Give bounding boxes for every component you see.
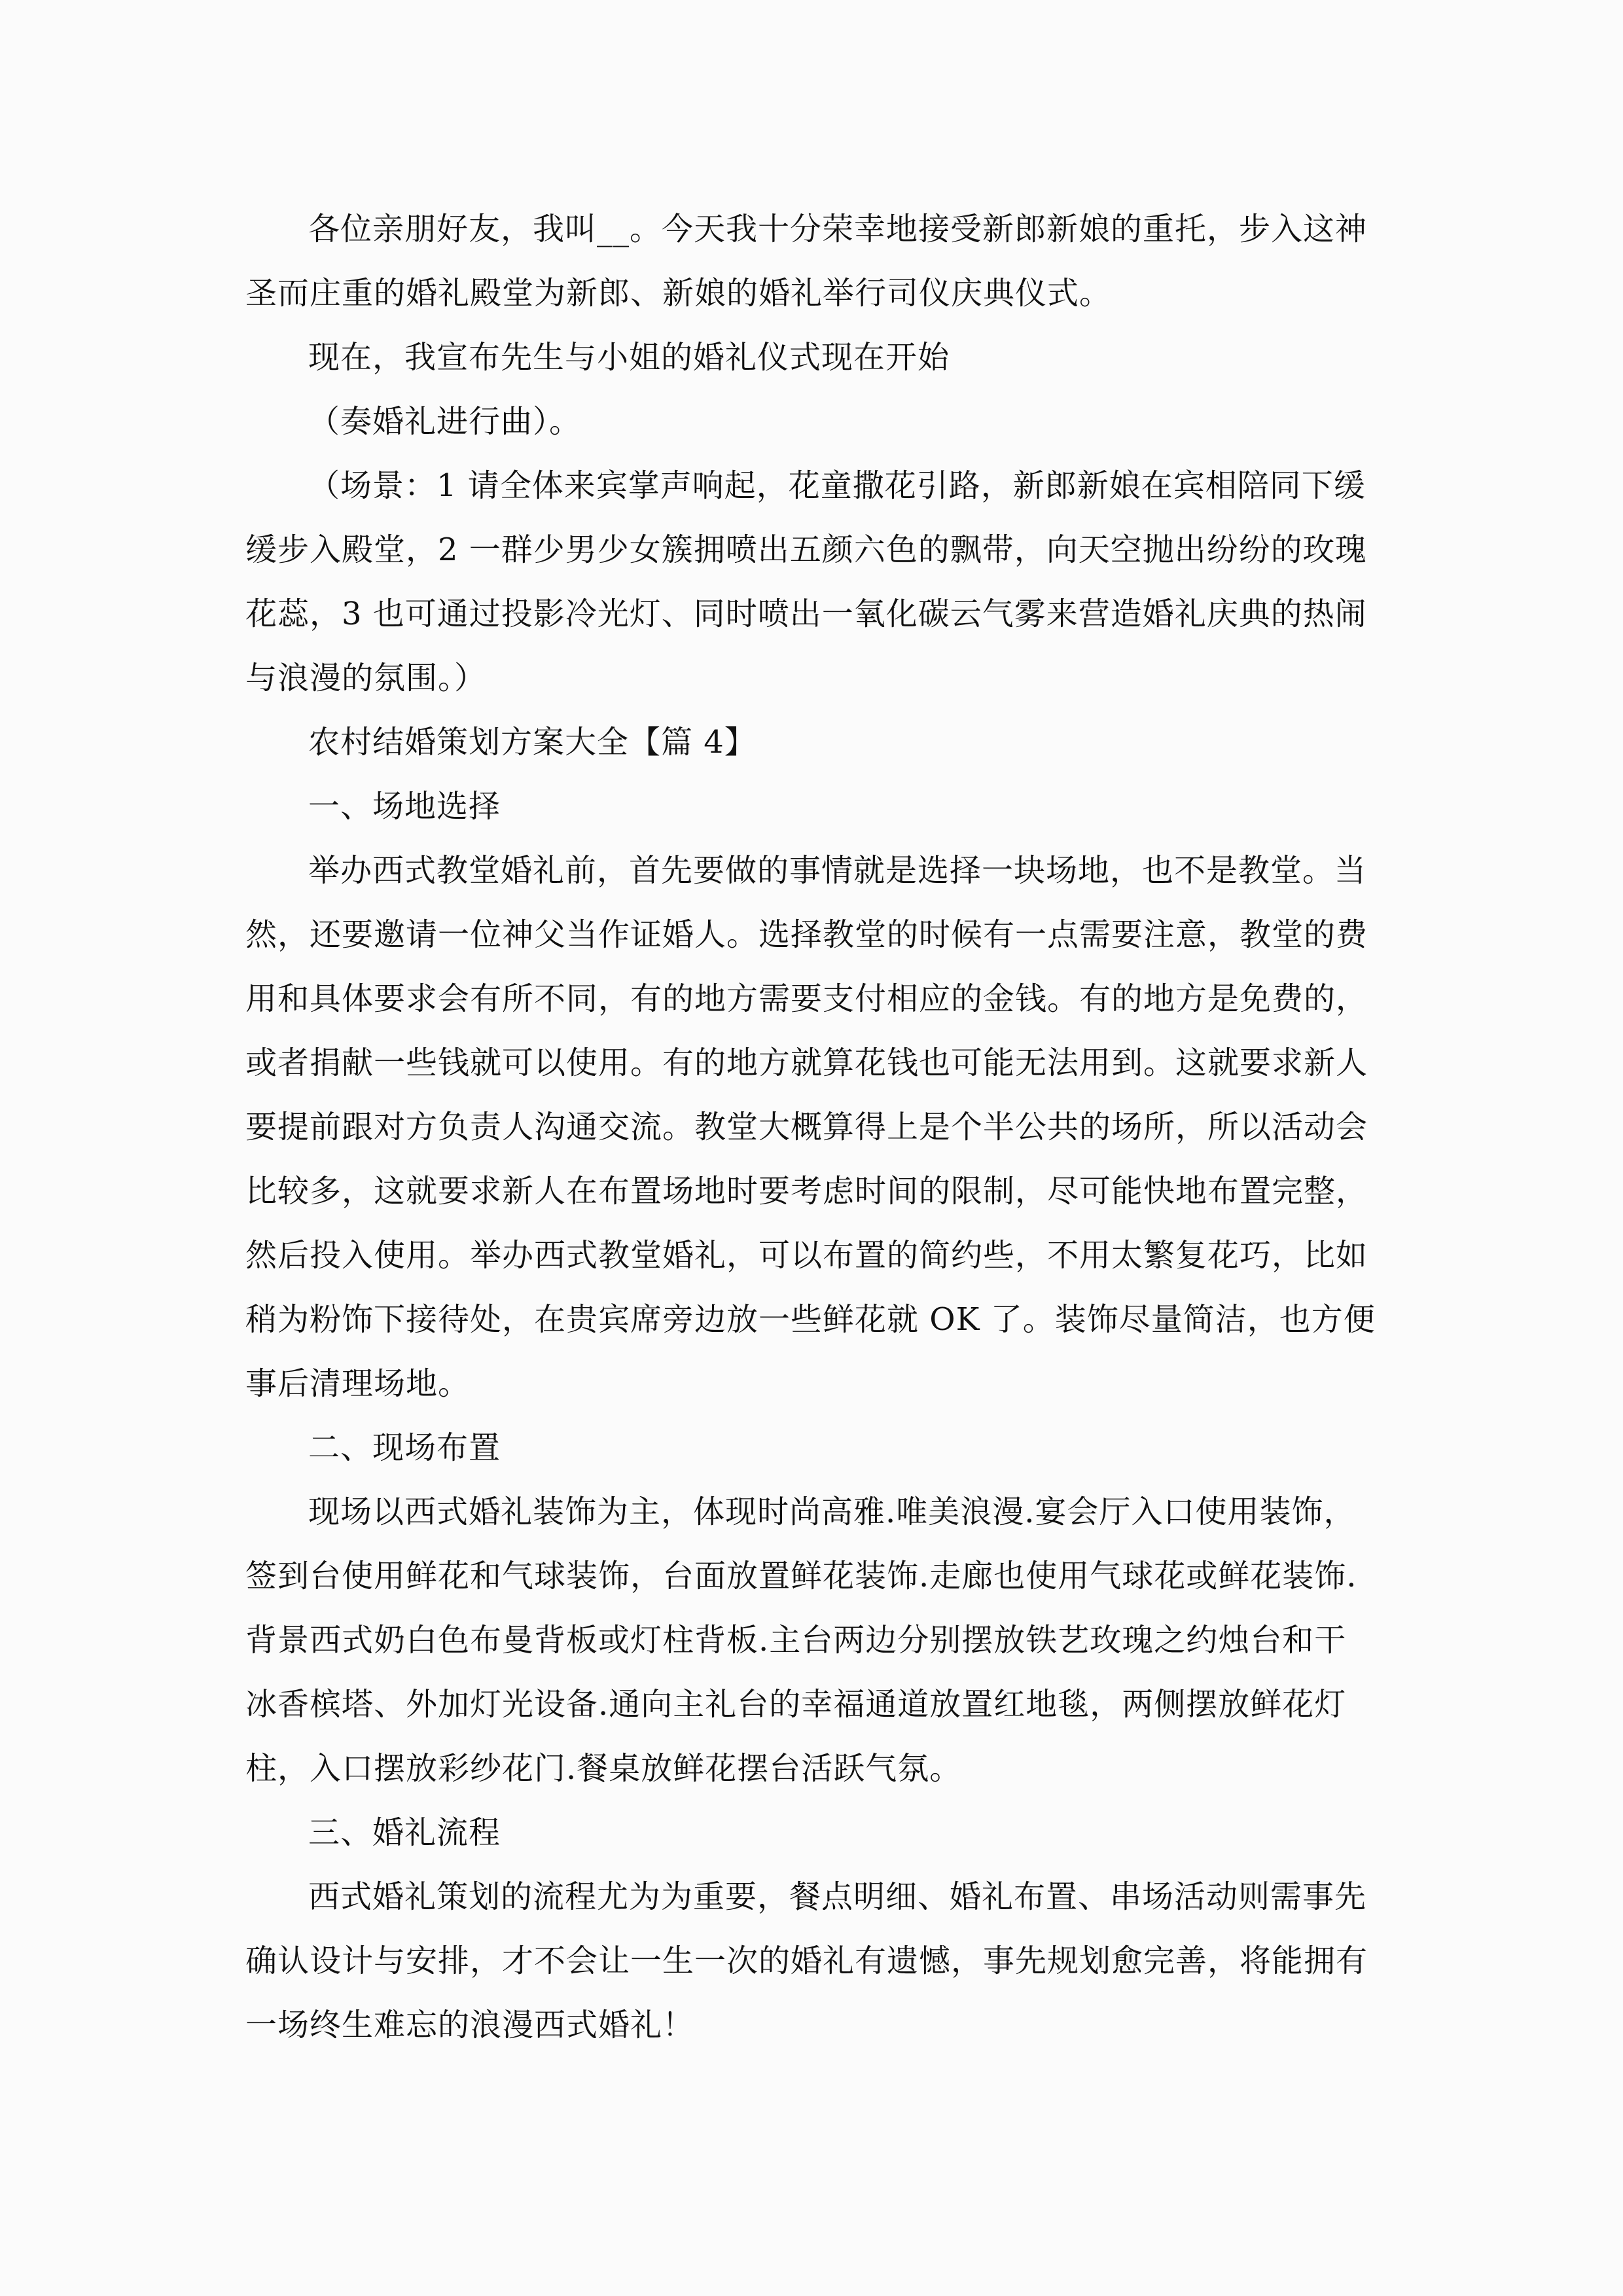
text-line: 或者捐献一些钱就可以使用。有的地方就算花钱也可能无法用到。这就要求新人 xyxy=(245,1045,1368,1081)
text-line: 现在，我宣布先生与小姐的婚礼仪式现在开始 xyxy=(308,339,950,376)
text-line: 与浪漫的氛围。） xyxy=(245,660,487,696)
section-heading xyxy=(245,1416,1382,1480)
paragraph xyxy=(245,1480,1382,1801)
text-line: 各位亲朋好友，我叫__。今天我十分荣幸地接受新郎新娘的重托，步入这神 xyxy=(308,211,1368,247)
paragraph xyxy=(245,838,1382,1416)
paragraph xyxy=(245,389,1382,454)
text-line: （奏婚礼进行曲）。 xyxy=(308,403,582,440)
text-line: 签到台使用鲜花和气球装饰，台面放置鲜花装饰.走廊也使用气球花或鲜花装饰. xyxy=(245,1558,1357,1594)
text-line: 比较多，这就要求新人在布置场地时要考虑时间的限制，尽可能快地布置完整， xyxy=(245,1173,1368,1210)
text-line: 确认设计与安排，才不会让一生一次的婚礼有遗憾，事先规划愈完善，将能拥有 xyxy=(245,1943,1368,1979)
text-line: 二、现场布置 xyxy=(308,1429,501,1466)
text-line: 现场以西式婚礼装饰为主，体现时尚高雅.唯美浪漫.宴会厅入口使用装饰， xyxy=(308,1494,1356,1530)
paragraph xyxy=(245,1865,1382,2057)
section-heading xyxy=(245,774,1382,838)
text-line: 农村结婚策划方案大全【篇 4】 xyxy=(308,724,757,761)
text-line: （场景：1 请全体来宾掌声响起，花童撒花引路，新郎新娘在宾相陪同下缓 xyxy=(308,467,1366,504)
document-body xyxy=(245,197,1382,2057)
text-line: 圣而庄重的婚礼殿堂为新郎、新娘的婚礼举行司仪庆典仪式。 xyxy=(245,275,1112,312)
text-line: 用和具体要求会有所不同，有的地方需要支付相应的金钱。有的地方是免费的， xyxy=(245,980,1368,1017)
section-heading xyxy=(245,1801,1382,1865)
text-line: 要提前跟对方负责人沟通交流。教堂大概算得上是个半公共的场所，所以活动会 xyxy=(245,1109,1368,1145)
text-line: 背景西式奶白色布曼背板或灯柱背板.主台两边分别摆放铁艺玫瑰之约烛台和干 xyxy=(245,1622,1347,1659)
paragraph xyxy=(245,454,1382,710)
text-line: 举办西式教堂婚礼前，首先要做的事情就是选择一块场地，也不是教堂。当 xyxy=(308,852,1367,889)
paragraph xyxy=(245,325,1382,389)
text-line: 稍为粉饰下接待处，在贵宾席旁边放一些鲜花就 OK 了。装饰尽量简洁，也方便 xyxy=(245,1301,1376,1338)
text-line: 一、场地选择 xyxy=(308,788,501,825)
text-line: 花蕊，3 也可通过投影冷光灯、同时喷出一氧化碳云气雾来营造婚礼庆典的热闹 xyxy=(245,596,1367,632)
text-line: 一场终生难忘的浪漫西式婚礼！ xyxy=(245,2007,695,2043)
text-line: 然后投入使用。举办西式教堂婚礼，可以布置的简约些，不用太繁复花巧，比如 xyxy=(245,1237,1368,1274)
paragraph xyxy=(245,197,1382,325)
text-line: 缓步入殿堂，2 一群少男少女簇拥喷出五颜六色的飘带，向天空抛出纷纷的玫瑰 xyxy=(245,531,1367,568)
document-title xyxy=(245,710,1382,774)
text-line: 然，还要邀请一位神父当作证婚人。选择教堂的时候有一点需要注意，教堂的费 xyxy=(245,916,1368,953)
text-line: 冰香槟塔、外加灯光设备.通向主礼台的幸福通道放置红地毯，两侧摆放鲜花灯 xyxy=(245,1686,1347,1723)
text-line: 事后清理场地。 xyxy=(245,1365,471,1402)
text-line: 西式婚礼策划的流程尤为为重要，餐点明细、婚礼布置、串场活动则需事先 xyxy=(308,1878,1367,1915)
text-line: 柱，入口摆放彩纱花门.餐桌放鲜花摆台活跃气氛。 xyxy=(245,1750,962,1787)
text-line: 三、婚礼流程 xyxy=(308,1814,501,1851)
